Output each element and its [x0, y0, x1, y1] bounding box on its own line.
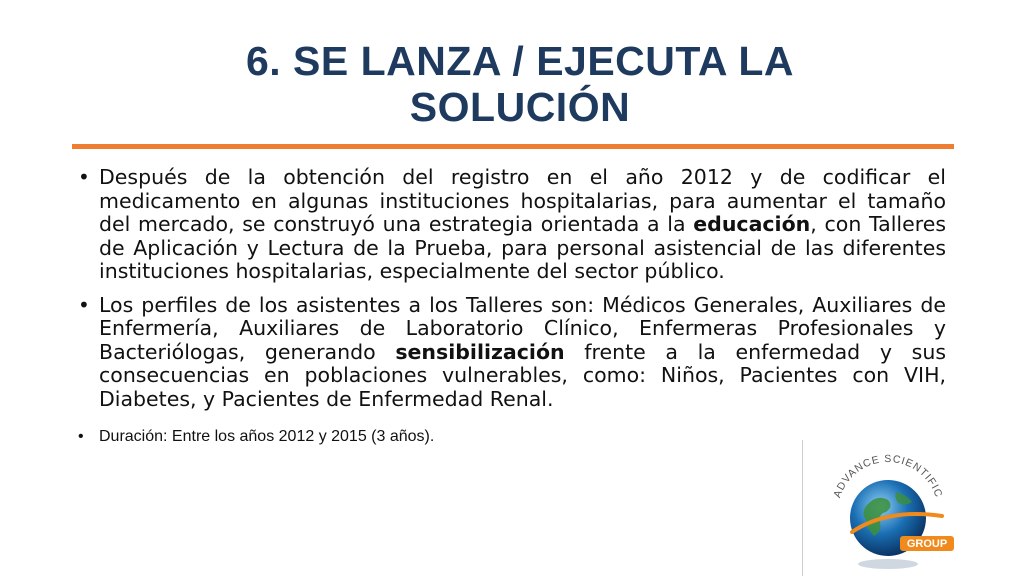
bullet-marker: •: [78, 428, 84, 445]
bullet-item: [78, 294, 946, 412]
slide-title-line-1: 6. SE LANZA / EJECUTA LA: [245, 38, 795, 84]
bullet-list: [78, 166, 946, 447]
bullet-marker: •: [78, 292, 90, 317]
logo-badge-text: GROUP: [906, 538, 948, 550]
slide-title-line-2: SOLUCIÓN: [409, 84, 631, 130]
globe-shadow: [858, 559, 918, 569]
vertical-divider: [802, 440, 803, 576]
bullet-emphasis: educación: [693, 212, 811, 236]
bullet-emphasis: sensibilización: [395, 339, 565, 364]
bullet-item: [78, 166, 946, 284]
bullet-text: Duración: Entre los años 2012 y 2015 (3 años).: [99, 428, 435, 445]
bullet-item: [78, 427, 946, 447]
advance-scientific-logo: [822, 452, 962, 572]
title-divider: [72, 144, 954, 149]
bullet-text: , con Talleres de Aplicación y Lectura de la Prueba, para personal asistencial de las diferentes instituciones hospitalarias, especialmente del sector público.: [99, 212, 946, 283]
bullet-text: Después de la obtención del registro en el año 2012 y de codificar el medicamento en algunas instituciones hospitalarias, para aumentar el tamaño del mercado, se construyó una estrategia orientada a la: [99, 165, 946, 236]
slide-title: [120, 38, 920, 130]
bullet-text: frente a la enfermedad y sus consecuencias en poblaciones vulnerables, como: Niños, Pacientes con VIH, Diabetes, y Pacientes de Enfermedad Renal.: [99, 339, 946, 411]
logo-arc-text: ADVANCE SCIENTIFIC: [831, 452, 945, 500]
bullet-marker: •: [78, 165, 90, 189]
bullet-text: Los perfiles de los asistentes a los Talleres son: Médicos Generales, Auxiliares de Enfermería, Auxiliares de Laboratorio Clínico, Enfermeras Profesionales y Bacteriólogas, generando: [99, 292, 946, 364]
